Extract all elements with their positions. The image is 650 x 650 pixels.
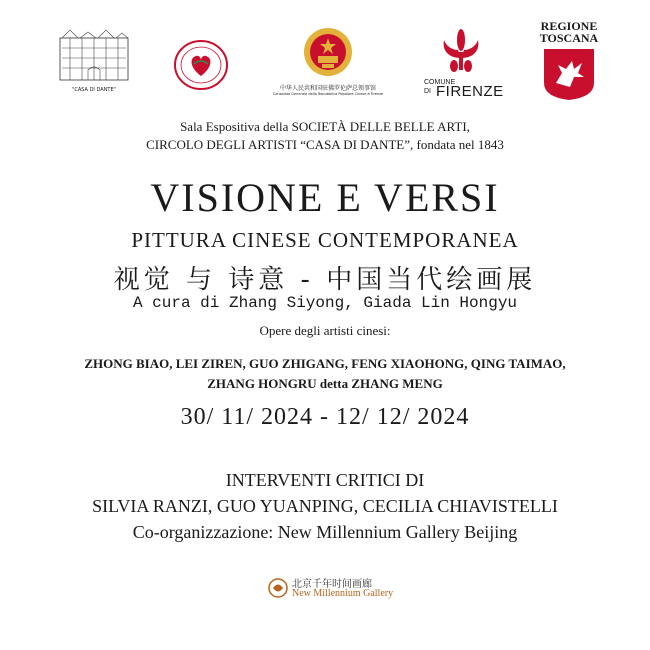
artists-line-1: ZHONG BIAO, LEI ZIREN, GUO ZHIGANG, FENG XIAOHONG, QING TAIMAO, [84,356,566,371]
comune-firenze-logo [418,28,504,100]
casa-di-dante-logo [58,28,130,94]
venue-line-2: CIRCOLO DEGLI ARTISTI “CASA DI DANTE”, fondata nel 1843 [146,137,504,152]
logo-row [0,18,650,108]
regione-toscana-logo [536,20,602,106]
exhibition-dates: 30/ 11/ 2024 - 12/ 12/ 2024 [180,404,470,430]
curators: A cura di Zhang Siyong, Giada Lin Hongyu [132,294,518,312]
gallery-name-en: New Millennium Gallery [292,588,394,599]
consulate-name-cn: 中华人民共和国驻佛罗伦萨总领事馆 [279,85,376,92]
heart-seal-icon [172,38,230,92]
pegasus-shield-icon [542,47,596,101]
artists-line-2: ZHANG HONGRU detta ZHANG MENG [207,376,443,391]
national-emblem-icon [268,26,388,78]
dante-caption: "CASA DI DANTE" [72,87,116,93]
florence-lily-icon [418,28,504,74]
comune-di-label: DI [424,88,431,95]
toscana-label: TOSCANA [539,31,599,45]
consulate-name-it: Consolato Generale della Repubblica Popolare Cinese a Firenze [272,92,384,96]
co-organization: Co-organizzazione: New Millennium Gallery Beijing [132,522,518,542]
exhibition-title-chinese: 视觉 与 诗意 - 中国当代绘画展 [113,265,537,295]
exhibition-subtitle: PITTURA CINESE CONTEMPORANEA [131,228,519,252]
heart-emblem-logo [172,38,232,92]
gallery-seal-icon [268,578,288,598]
gallery-name-cn: 北京千年时间画廊 [292,579,372,590]
gallery-logo [268,575,398,603]
regione-label: REGIONE [540,19,598,33]
critics-heading: INTERVENTI CRITICI DI [225,470,425,490]
comune-label: COMUNE [424,79,456,86]
comune-firenze-label: FIRENZE [436,83,504,100]
critics-names: SILVIA RANZI, GUO YUANPING, CECILIA CHIAVISTELLI [92,496,558,516]
exhibition-title: VISIONE E VERSI [150,175,500,220]
dante-building-sketch-icon [58,28,130,82]
venue-line-1: Sala Espositiva della SOCIETÀ DELLE BELLE ARTI, [180,119,470,134]
artists-intro: Opere degli artisti cinesi: [259,323,391,338]
chinese-consulate-logo [268,26,388,106]
